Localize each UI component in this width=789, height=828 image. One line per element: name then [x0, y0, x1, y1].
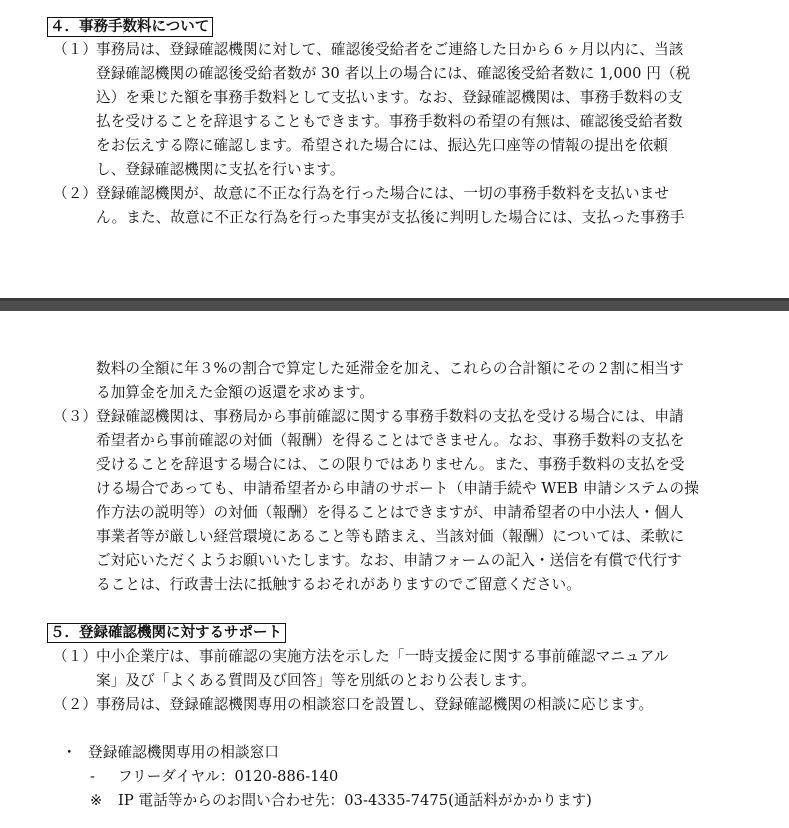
section-5-item-2-marker: （２）	[53, 696, 98, 713]
section-4-heading: ４．事務手数料について	[47, 17, 213, 37]
section-4-item-2-line-3: 数料の全額に年３%の割合で算定した延滞金を加え、これらの合計額にその２割に相当す	[96, 360, 684, 377]
contact-bullet: ・	[62, 744, 77, 761]
section-4-item-3-line-2: 希望者から事前確認の対価（報酬）を得ることはできません。なお、事務手数料の支払を	[96, 432, 685, 449]
contact-title: 登録確認機関専用の相談窓口	[88, 744, 280, 761]
section-4-item-2-line-1: 登録確認機関が、故意に不正な行為を行った場合には、一切の事務手数料を支払いませ	[96, 185, 670, 202]
document-page-2	[0, 311, 789, 828]
section-4-item-2-line-4: る加算金を加えた金額の返還を求めます。	[96, 384, 375, 401]
section-4-item-3-line-1: 登録確認機関は、事務局から事前確認に関する事務手数料の支払を受ける場合には、申請	[96, 408, 684, 425]
section-4-item-1-marker: （１）	[53, 41, 98, 58]
section-4-item-3-line-4: ける場合であっても、申請希望者から申請のサポート（申請手続や WEB 申請システムの操	[96, 480, 699, 497]
freedial-number: フリーダイヤル：0120-886-140	[118, 768, 339, 785]
section-4-item-2-line-2: ん。また、故意に不正な行為を行った事実が支払後に判明した場合には、支払った事務手	[96, 209, 685, 226]
section-4-item-2-marker: （２）	[53, 185, 98, 202]
section-4-item-3-line-3: 受けることを辞退する場合には、この限りではありません。また、事務手数料の支払を受	[96, 456, 685, 473]
section-4-item-1-line-4: 払を受けることを辞退することもできます。事務手数料の希望の有無は、確認後受給者数	[96, 113, 683, 130]
section-5-item-1-marker: （１）	[53, 648, 98, 665]
section-4-item-3-line-7: ご対応いただくようお願いいたします。なお、申請フォームの記入・送信を有償で代行す	[96, 552, 682, 569]
section-4-item-1-line-3: 込）を乗じた額を事務手数料として支払います。なお、登録確認機関は、事務手数料の支	[96, 89, 683, 106]
section-5-heading: ５．登録確認機関に対するサポート	[47, 623, 286, 643]
section-4-item-1-line-5: をお伝えする際に確認します。希望された場合には、振込先口座等の情報の提出を依頼	[96, 137, 668, 154]
document-page-1	[0, 0, 789, 298]
section-5-item-1-line-2: 案」及び「よくある質問及び回答」等を別紙のとおり公表します。	[96, 672, 536, 689]
section-4-item-3-marker: （３）	[53, 408, 98, 425]
page-separator	[0, 298, 789, 311]
section-5-item-2-line-1: 事務局は、登録確認機関専用の相談窓口を設置し、登録確認機関の相談に応じます。	[96, 696, 654, 713]
section-4-item-1-line-6: し、登録確認機関に支払を行います。	[96, 161, 345, 178]
section-4-item-3-line-6: 事業者等が厳しい経営環境にあること等も踏まえ、当該対価（報酬）については、柔軟に	[96, 528, 685, 545]
section-5-item-1-line-1: 中小企業庁は、事前確認の実施方法を示した「一時支援金に関する事前確認マニュアル	[96, 648, 669, 665]
section-4-item-1-line-2: 登録確認機関の確認後受給者数が 30 者以上の場合には、確認後受給者数に 1,000 円（税	[96, 65, 691, 82]
section-4-item-3-line-5: 作方法の説明等）の対価（報酬）を得ることはできますが、申請希望者の中小法人・個人	[96, 504, 684, 521]
section-4-item-3-line-8: ることは、行政書士法に抵触するおそれがありますのでご留意ください。	[96, 576, 581, 593]
freedial-dash: -	[90, 768, 96, 785]
note-mark: ※	[90, 792, 103, 809]
ip-phone-number: IP 電話等からのお問い合わせ先：03-4335-7475(通話料がかかります)	[118, 792, 592, 809]
section-4-item-1-line-1: 事務局は、登録確認機関に対して、確認後受給者をご連絡した日から６ヶ月以内に、当該	[96, 41, 684, 58]
